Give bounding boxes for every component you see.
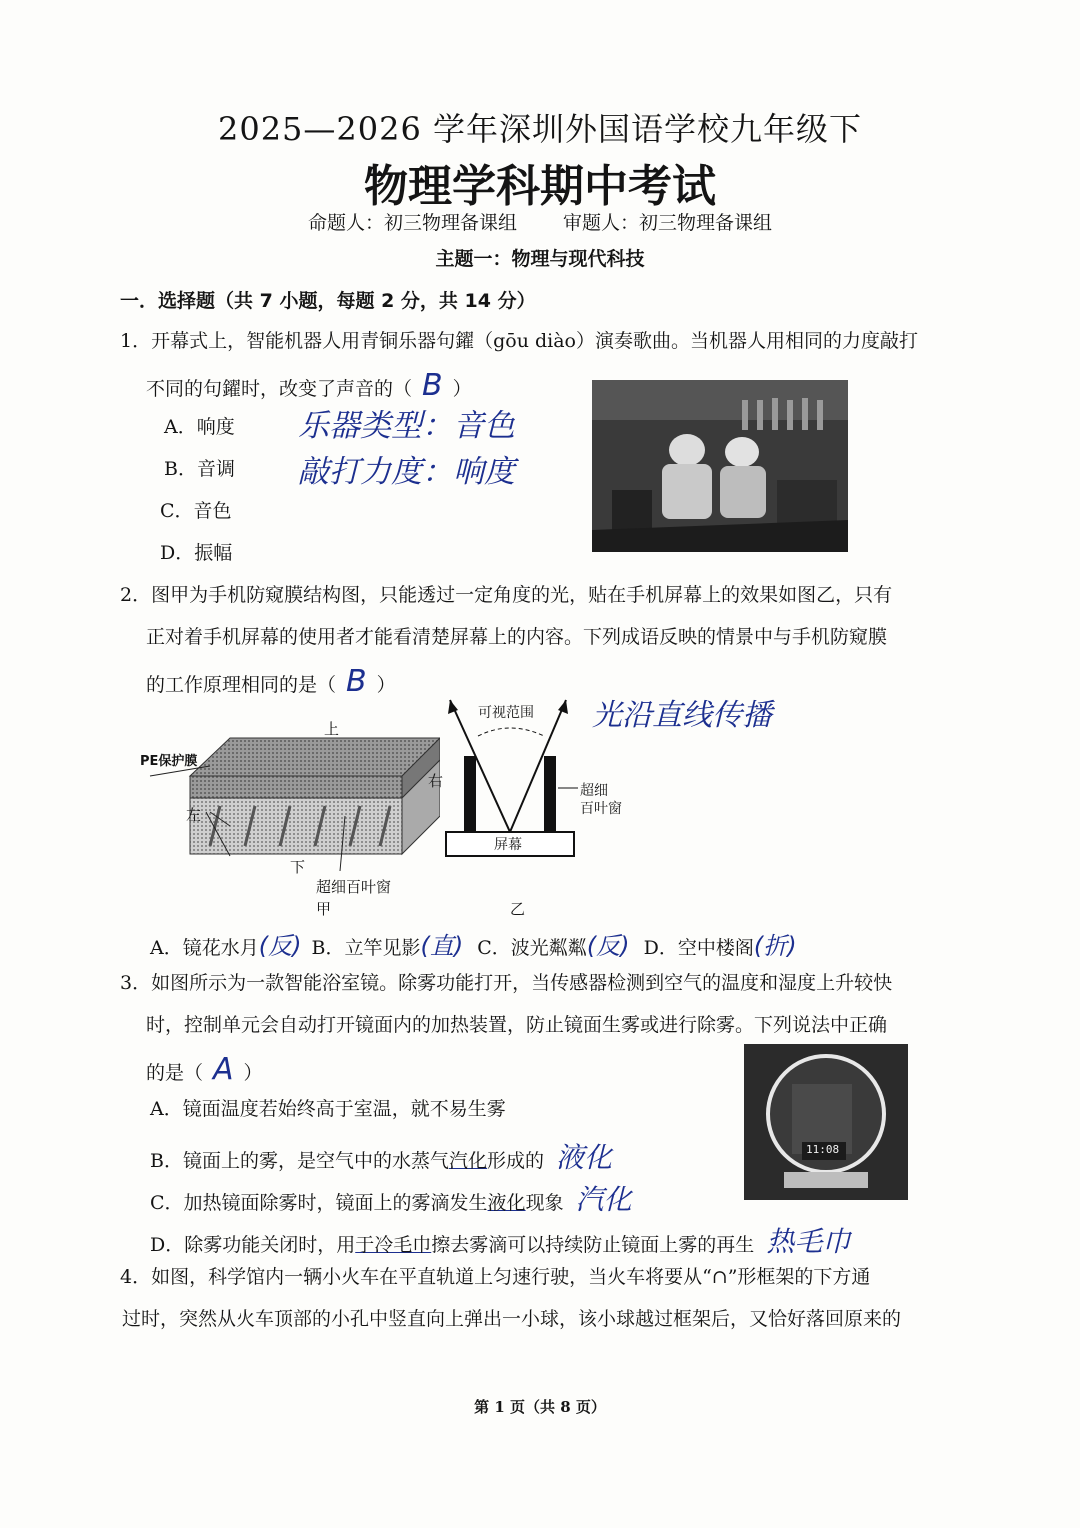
reviewer: 审题人：初三物理备课组 <box>563 212 773 234</box>
mirror-photo <box>744 1044 908 1200</box>
q2-stem-end: ） <box>376 674 396 696</box>
q3-option-d-note: 热毛巾 <box>766 1225 851 1258</box>
q2-mark-c: (反) <box>586 932 630 960</box>
fig-b-louver2: 百叶窗 <box>580 801 622 817</box>
figure-a <box>140 716 444 918</box>
setter: 命题人：初三物理备课组 <box>307 212 517 234</box>
q2-line3 <box>146 664 396 699</box>
q1-note2: 敲打力度：响度 <box>298 454 515 490</box>
section-heading: 一．选择题（共 7 小题，每题 2 分，共 14 分） <box>120 290 536 312</box>
q3-line2: 时，控制单元会自动打开镜面内的加热装置，防止镜面生雾或进行除雾。下列说法中正确 <box>146 1014 888 1036</box>
q1-answer: B <box>422 368 443 403</box>
q2-answer: B <box>346 664 367 699</box>
fig-a-louver: 超细百叶窗 <box>316 878 392 896</box>
fig-a-top: 上 <box>324 720 340 738</box>
exam-title-line1: 2025—2026 学年深圳外国语学校九年级下 <box>217 110 863 148</box>
q3-stem-end: ） <box>243 1062 263 1084</box>
q3-line3 <box>146 1052 263 1087</box>
q1-stem-end: ） <box>452 378 472 400</box>
q2-options <box>150 926 797 961</box>
q2-line2: 正对着手机屏幕的使用者才能看清楚屏幕上的内容。下列成语反映的情景中与手机防窥膜 <box>146 626 888 648</box>
q2-mark-a: (反) <box>258 932 302 960</box>
figure-b <box>440 692 640 920</box>
q3-option-d-post: 擦去雾滴可以持续防止镜面上雾的再生 <box>431 1234 755 1256</box>
q3-option-b-post: 形成的 <box>486 1150 544 1172</box>
q1-option-d: D．振幅 <box>160 542 233 564</box>
q3-option-c-post: 现象 <box>525 1192 564 1214</box>
q1-note1: 乐器类型：音色 <box>298 408 515 444</box>
q2-note: 光沿直线传播 <box>592 698 772 733</box>
fig-a-left: 左 <box>186 806 202 824</box>
q3-option-b-pre: B．镜面上的雾，是空气中的水蒸气 <box>150 1150 449 1172</box>
fig-b-caption: 乙 <box>510 900 526 918</box>
mirror-time: 11:08 <box>806 1143 840 1156</box>
q3-option-d-pre: D．除雾功能关闭时，用 <box>150 1234 356 1256</box>
q3-option-c <box>150 1178 632 1218</box>
q1-option-c: C．音色 <box>160 500 232 522</box>
q2-mark-b: (直) <box>420 932 464 960</box>
robot-photo <box>592 380 848 552</box>
q2-line1: 2．图甲为手机防窥膜结构图，只能透过一定角度的光，贴在手机屏幕上的效果如图乙，只有 <box>120 584 893 606</box>
page-footer: 第 1 页（共 8 页） <box>474 1398 606 1416</box>
exam-title-line2: 物理学科期中考试 <box>364 161 716 212</box>
q3-option-c-pre: C．加热镜面除雾时，镜面上的雾滴发生 <box>150 1192 488 1214</box>
q4-line2: 过时，突然从火车顶部的小孔中竖直向上弹出一小球，该小球越过框架后，又恰好落回原来的 <box>122 1308 902 1330</box>
fig-a-bottom: 下 <box>290 858 306 876</box>
q3-stem: 的是（ <box>146 1062 204 1084</box>
q3-option-b <box>150 1136 612 1176</box>
q3-option-c-u: 液化 <box>487 1192 526 1214</box>
q2-stem: 的工作原理相同的是（ <box>146 674 337 696</box>
authors-line <box>0 208 1080 235</box>
q2-option-c: C．波光粼粼 <box>477 937 587 959</box>
q2-option-a: A．镜花水月 <box>150 937 259 959</box>
q1-option-a: A．响度 <box>164 416 235 438</box>
q3-answer: A <box>213 1052 234 1087</box>
q3-option-d <box>150 1220 850 1260</box>
q3-line1: 3．如图所示为一款智能浴室镜。除雾功能打开，当传感器检测到空气的温度和湿度上升较快 <box>120 972 893 994</box>
q2-option-d: D．空中楼阁 <box>643 937 754 959</box>
fig-a-caption: 甲 <box>316 900 332 918</box>
fig-a-pe: PE保护膜 <box>140 754 198 769</box>
q2-mark-d: (折) <box>753 932 797 960</box>
q1-line1: 1．开幕式上，智能机器人用青铜乐器句鑃（gōu diào）演奏歌曲。当机器人用相同的力度敲打 <box>120 330 918 352</box>
q3-option-c-note: 汽化 <box>575 1183 632 1216</box>
fig-b-range: 可视范围 <box>478 705 534 721</box>
q3-option-d-u: 于冷毛巾 <box>355 1234 432 1256</box>
q3-option-b-u: 汽化 <box>448 1150 487 1172</box>
fig-b-screen: 屏幕 <box>494 837 522 853</box>
q2-option-b: B．立竿见影 <box>311 937 421 959</box>
fig-a-right: 右 <box>428 772 444 790</box>
q4-line1: 4．如图，科学馆内一辆小火车在平直轨道上匀速行驶，当火车将要从“∩”形框架的下方通 <box>120 1266 871 1288</box>
q3-option-a: A．镜面温度若始终高于室温，就不易生雾 <box>150 1098 506 1120</box>
q3-option-b-note: 液化 <box>556 1141 613 1174</box>
theme-heading: 主题一：物理与现代科技 <box>435 248 645 270</box>
q1-line2 <box>146 368 472 403</box>
q1-option-b: B．音调 <box>164 458 235 480</box>
q1-stem: 不同的句鑃时，改变了声音的（ <box>146 378 413 400</box>
fig-b-louver1: 超细 <box>580 783 608 799</box>
